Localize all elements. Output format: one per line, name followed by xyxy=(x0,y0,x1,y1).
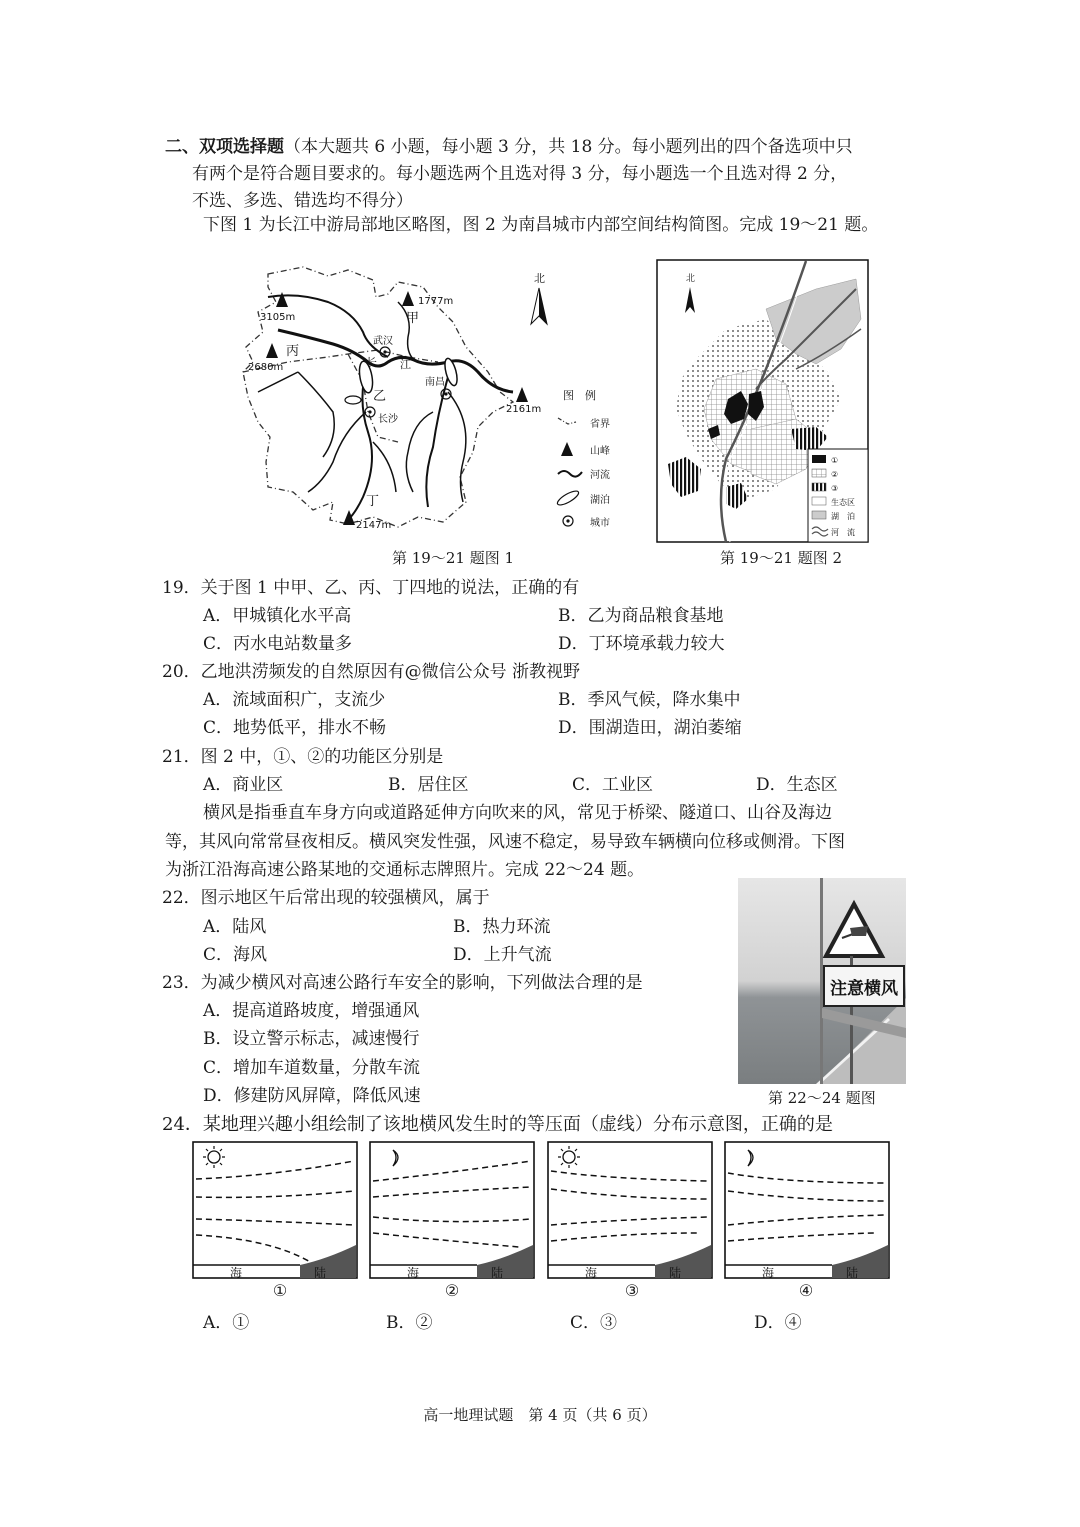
q23-option-b: B．设立警示标志，减速慢行 xyxy=(203,1029,420,1049)
peak-label: 1777m xyxy=(418,296,454,307)
q19-option-c: C．丙水电站数量多 xyxy=(203,634,353,654)
q24-option-c: C．③ xyxy=(570,1313,618,1333)
isobar-diagram-3 xyxy=(548,1142,712,1280)
q22-option-d: D．上升气流 xyxy=(453,945,552,965)
q20-option-d: D．围湖造田，湖泊萎缩 xyxy=(558,718,742,738)
section-instructions-3: 不选、多选、错选均不得分） xyxy=(192,191,413,211)
city-label: 长沙 xyxy=(378,414,398,425)
q23-option-a: A．提高道路坡度，增强通风 xyxy=(203,1001,420,1021)
section-line-1 xyxy=(165,133,853,161)
place-label-jia: 甲 xyxy=(406,311,420,326)
q19-stem: 19．关于图 1 中甲、乙、丙、丁四地的说法，正确的有 xyxy=(162,578,580,598)
legend-label: ③ xyxy=(831,484,839,493)
q24-stem: 24．某地理兴趣小组绘制了该地横风发生时的等压面（虚线）分布示意图，正确的是 xyxy=(162,1114,833,1135)
legend-label: ② xyxy=(831,470,839,479)
land-label: 陆 xyxy=(314,1266,327,1280)
isobar-diagram-2 xyxy=(370,1142,534,1280)
diagram-number-4: ④ xyxy=(798,1281,814,1300)
sea-label: 海 xyxy=(407,1266,420,1280)
q23-option-c: C．增加车道数量，分散车流 xyxy=(203,1058,421,1078)
figure2-caption: 第 19～21 题图 2 xyxy=(720,549,843,567)
q24-option-b: B．② xyxy=(386,1313,433,1333)
isobar-diagram-4 xyxy=(725,1142,889,1280)
peak-label: 3105m xyxy=(260,312,296,323)
q23-stem: 23．为减少横风对高速公路行车安全的影响，下列做法合理的是 xyxy=(162,973,643,993)
isobar-diagram-1 xyxy=(193,1142,357,1280)
q21-option-b: B．居住区 xyxy=(388,775,469,795)
place-label-ding: 丁 xyxy=(366,494,380,509)
figure1-map xyxy=(238,262,628,537)
place-label-yi: 乙 xyxy=(373,389,387,404)
q21-option-a: A．商业区 xyxy=(203,775,284,795)
city-label: 武汉 xyxy=(373,336,393,347)
q23-option-d: D．修建防风屏障，降低风速 xyxy=(203,1086,421,1106)
peak-label: 2161m xyxy=(506,404,542,415)
q19-option-d: D．丁环境承载力较大 xyxy=(558,634,725,654)
figure-intro: 下图 1 为长江中游局部地区略图，图 2 为南昌城市内部空间结构简图。完成 19～21 题。 xyxy=(203,215,879,235)
legend-label: 河 流 xyxy=(831,528,855,537)
place-label-bing: 丙 xyxy=(286,344,300,359)
north-label: 北 xyxy=(686,274,696,284)
q20-option-c: C．地势低平，排水不畅 xyxy=(203,718,387,738)
figure2-map xyxy=(656,259,869,543)
q22-option-c: C．海风 xyxy=(203,945,268,965)
q20-option-a: A．流域面积广，支流少 xyxy=(203,690,386,710)
diagram-number-2: ② xyxy=(444,1281,460,1300)
peak-label: 2147m xyxy=(356,520,392,531)
section-instructions-2: 有两个是符合题目要求的。每小题选两个且选对得 3 分，每小题选一个且选对得 2 分， xyxy=(192,164,848,184)
section-heading: 二、双项选择题 xyxy=(165,137,284,157)
section-instructions-1: （本大题共 6 小题，每小题 3 分，共 18 分。每小题列出的四个备选项中只 xyxy=(284,137,853,157)
sea-label: 海 xyxy=(762,1266,775,1280)
legend-label: 省界 xyxy=(590,419,610,430)
north-label: 北 xyxy=(534,272,545,285)
figure1-caption: 第 19～21 题图 1 xyxy=(392,549,515,567)
legend-title: 图 例 xyxy=(563,389,596,402)
q20-stem: 20．乙地洪涝频发的自然原因有@微信公众号 浙教视野 xyxy=(162,662,581,682)
river-label: 长 xyxy=(366,356,377,369)
land-label: 陆 xyxy=(669,1266,682,1280)
legend-label: 城市 xyxy=(590,518,610,529)
sea-label: 海 xyxy=(230,1266,243,1280)
legend-label: 湖 泊 xyxy=(831,512,855,521)
city-label: 南昌 xyxy=(425,377,445,388)
peak-label: 2680m xyxy=(248,362,284,373)
legend-label: 生态区 xyxy=(831,498,855,507)
legend-label: ① xyxy=(831,456,839,465)
q19-option-b: B．乙为商品粮食基地 xyxy=(558,606,724,626)
page-footer: 高一地理试题 第 4 页（共 6 页） xyxy=(423,1406,657,1424)
isobar-diagrams xyxy=(192,1141,892,1301)
legend-label: 山峰 xyxy=(590,446,610,457)
passage-line-2: 等，其风向常常昼夜相反。横风突发性强，风速不稳定，易导致车辆横向位移或侧滑。下图 xyxy=(165,832,845,852)
diagram-number-1: ① xyxy=(272,1281,288,1300)
q22-stem: 22．图示地区午后常出现的较强横风，属于 xyxy=(162,888,490,908)
q22-option-b: B．热力环流 xyxy=(453,917,551,937)
sign-text: 注意横风 xyxy=(830,979,898,999)
q21-option-c: C．工业区 xyxy=(572,775,654,795)
river-label: 江 xyxy=(400,358,411,371)
diagram-number-3: ③ xyxy=(624,1281,640,1300)
q24-option-d: D．④ xyxy=(754,1313,802,1333)
sea-label: 海 xyxy=(585,1266,598,1280)
q19-option-a: A．甲城镇化水平高 xyxy=(203,606,352,626)
photo-caption: 第 22～24 题图 xyxy=(768,1089,876,1107)
q21-option-d: D．生态区 xyxy=(756,775,838,795)
q22-option-a: A．陆风 xyxy=(203,917,267,937)
passage-line-1: 横风是指垂直车身方向或道路延伸方向吹来的风，常见于桥梁、隧道口、山谷及海边 xyxy=(203,803,832,823)
passage-line-3: 为浙江沿海高速公路某地的交通标志牌照片。完成 22～24 题。 xyxy=(165,860,645,880)
road-sign-photo xyxy=(738,878,906,1084)
q20-option-b: B．季风气候，降水集中 xyxy=(558,690,741,710)
q24-option-a: A．① xyxy=(203,1313,250,1333)
legend-label: 湖泊 xyxy=(590,495,610,506)
land-label: 陆 xyxy=(491,1266,504,1280)
land-label: 陆 xyxy=(846,1266,859,1280)
q21-stem: 21．图 2 中，①、②的功能区分别是 xyxy=(162,747,444,767)
legend-label: 河流 xyxy=(590,470,610,481)
